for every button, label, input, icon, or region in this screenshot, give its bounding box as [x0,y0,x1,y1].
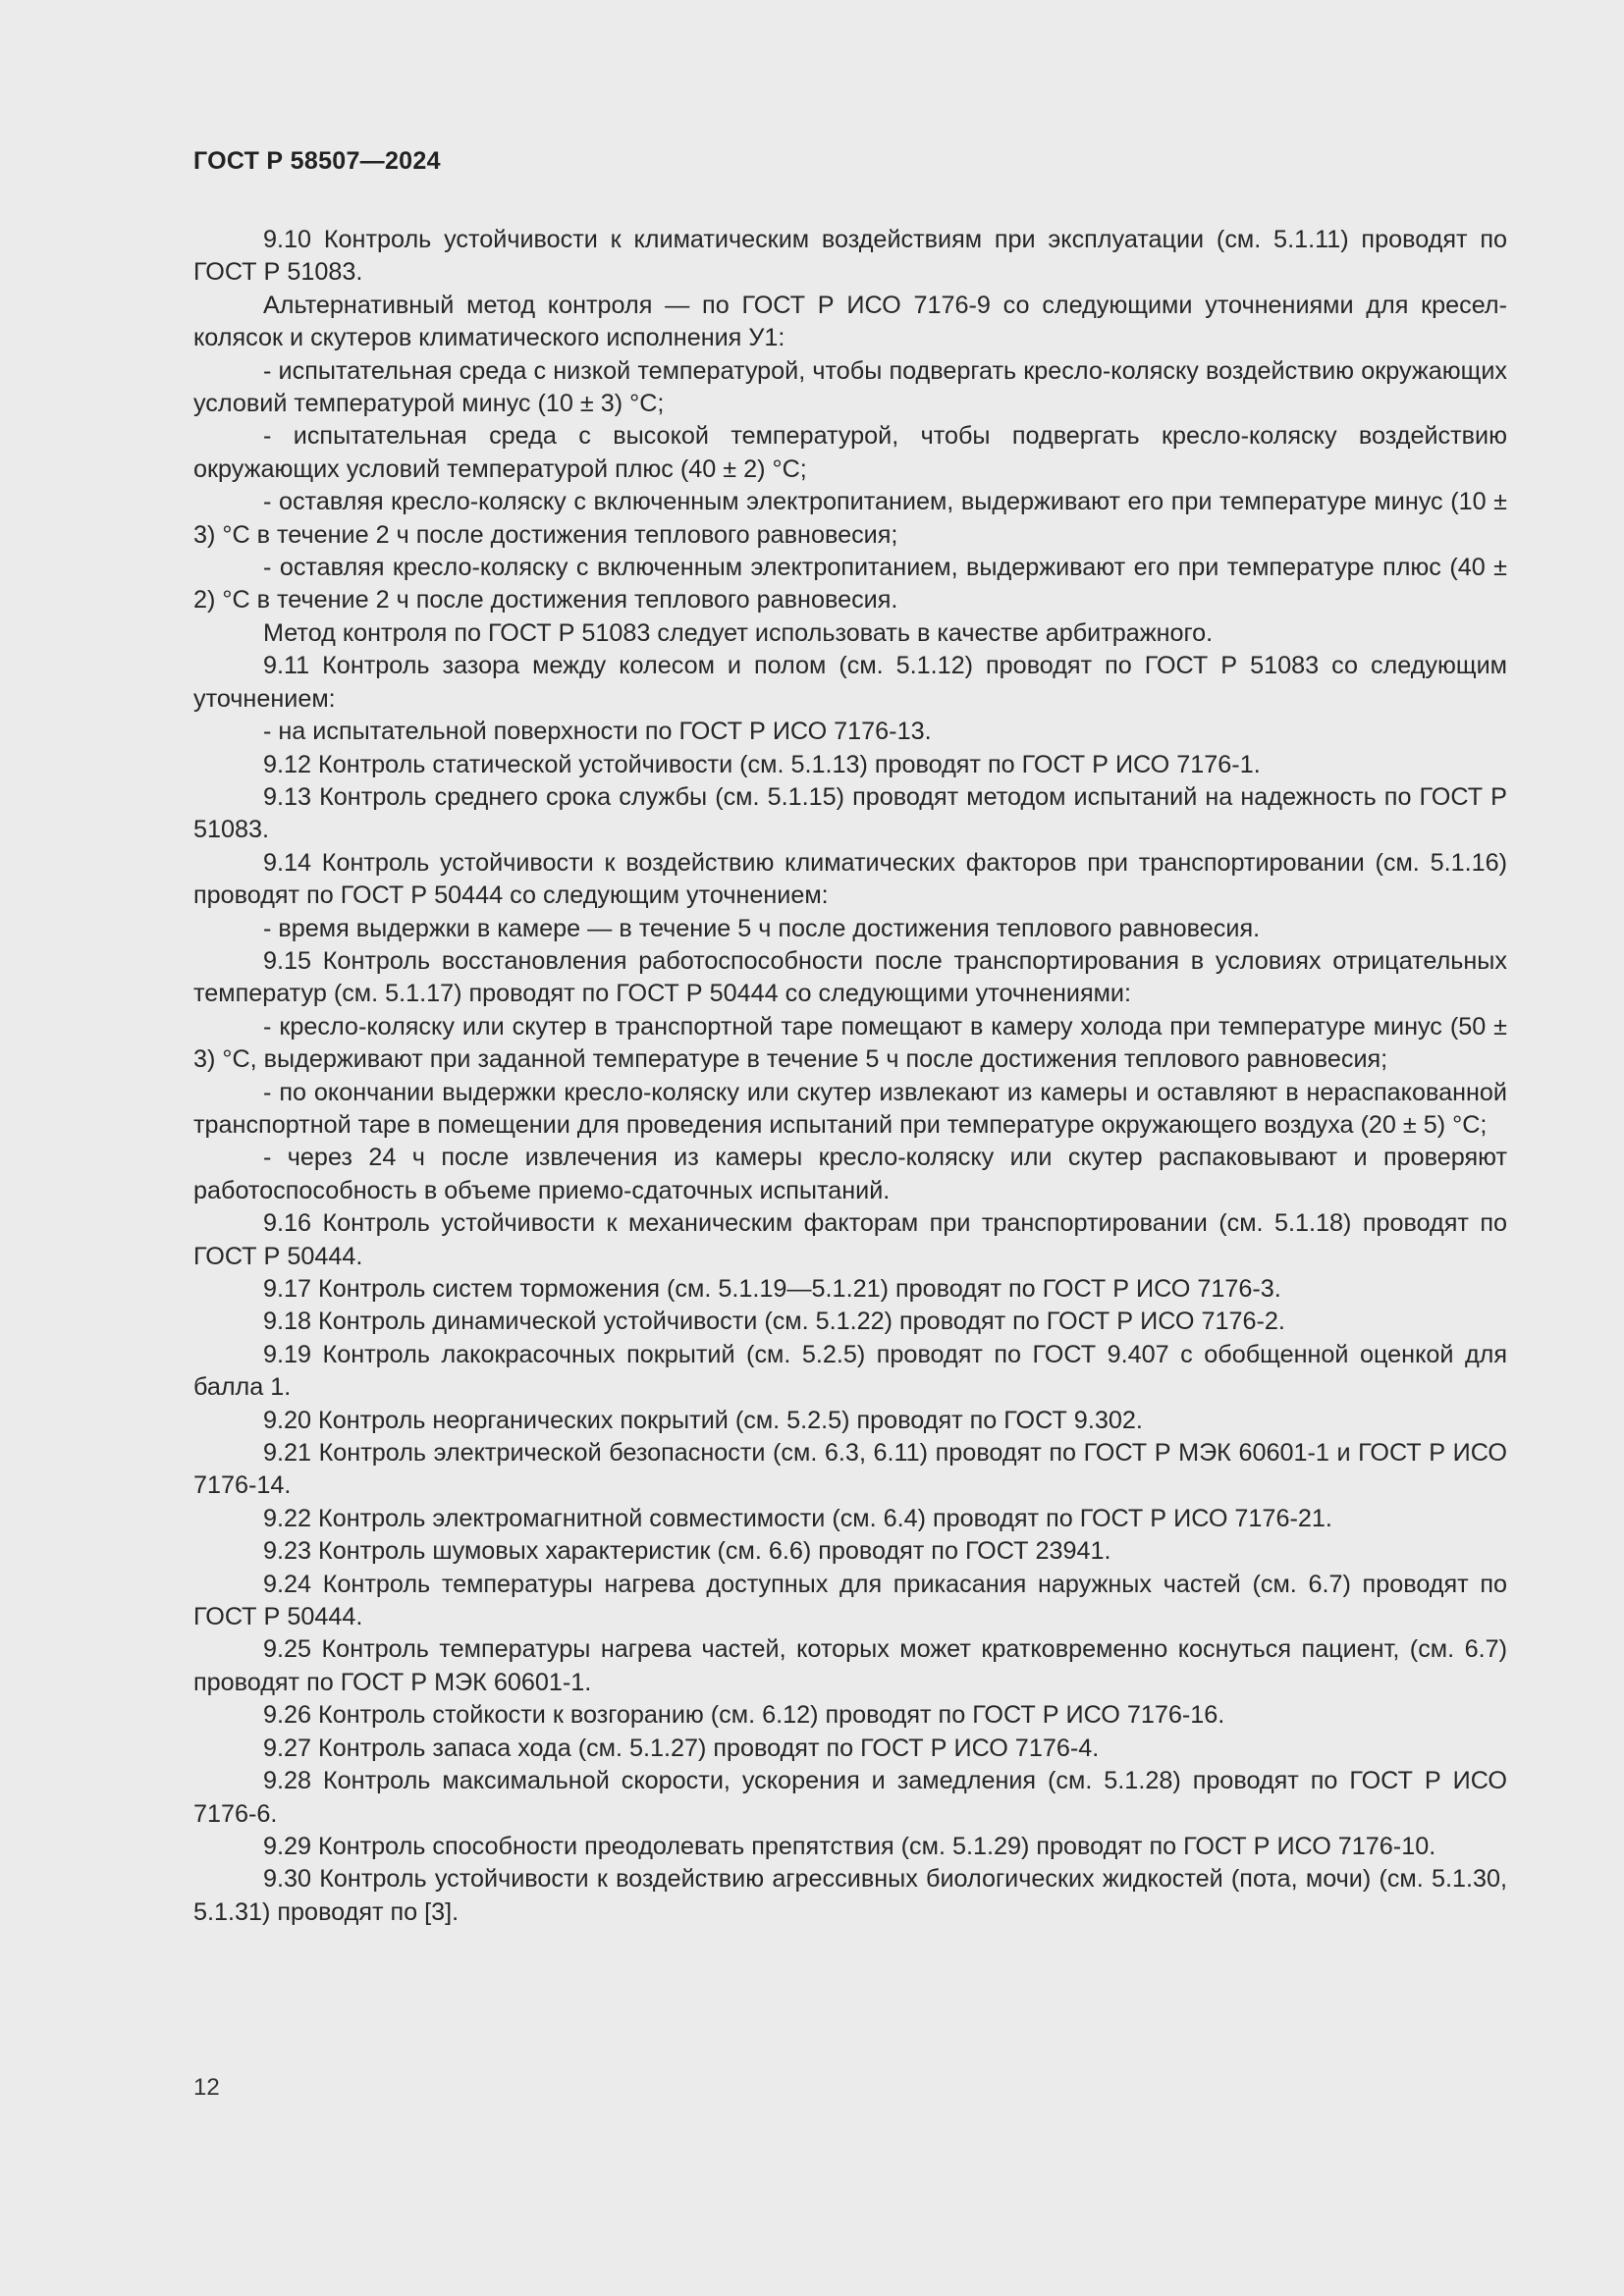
paragraph: 9.23 Контроль шумовых характеристик (см. 6.6) проводят по ГОСТ 23941. [263,1537,1111,1566]
paragraph: 9.19 Контроль лакокрасочных покрытий (см. 5.2.5) проводят по ГОСТ 9.407 с обобщенной оценкой для балла 1. [193,1340,1507,1402]
paragraph: 9.27 Контроль запаса хода (см. 5.1.27) проводят по ГОСТ Р ИСО 7176-4. [263,1734,1100,1762]
paragraph: 9.16 Контроль устойчивости к механическим факторам при транспортировании (см. 5.1.18) проводят по ГОСТ Р 50444. [193,1209,1507,1270]
paragraph: 9.12 Контроль статической устойчивости (см. 5.1.13) проводят по ГОСТ Р ИСО 7176-1. [263,750,1261,778]
paragraph: 9.18 Контроль динамической устойчивости (см. 5.1.22) проводят по ГОСТ Р ИСО 7176-2. [263,1308,1285,1336]
paragraph: 9.14 Контроль устойчивости к воздействию климатических факторов при транспортировании (см. 5.1.16) проводят по ГОСТ Р 50444 со следующим уточнением: [193,848,1507,910]
document-body [193,224,1507,1929]
list-item: - оставляя кресло-коляску с включенным электропитанием, выдерживают его при температуре минус (10 ± 3) °C в течение 2 ч после достижения теплового равновесия; [193,488,1507,549]
page-number: 12 [193,2074,220,2101]
paragraph: 9.28 Контроль максимальной скорости, ускорения и замедления (см. 5.1.28) проводят по ГОСТ Р ИСО 7176-6. [193,1767,1507,1828]
paragraph: 9.10 Контроль устойчивости к климатическим воздействиям при эксплуатации (см. 5.1.11) проводят по ГОСТ Р 51083. [193,226,1507,287]
paragraph: 9.30 Контроль устойчивости к воздействию агрессивных биологических жидкостей (пота, мочи) (см. 5.1.30, 5.1.31) проводят по [3]. [193,1865,1507,1926]
paragraph: 9.22 Контроль электромагнитной совместимости (см. 6.4) проводят по ГОСТ Р ИСО 7176-21. [263,1504,1332,1532]
paragraph: 9.29 Контроль способности преодолевать препятствия (см. 5.1.29) проводят по ГОСТ Р ИСО 7176-10. [263,1832,1436,1860]
list-item: - оставляя кресло-коляску с включенным электропитанием, выдерживают его при температуре плюс (40 ± 2) °C в течение 2 ч после достижения теплового равновесия. [193,554,1507,614]
paragraph: 9.26 Контроль стойкости к возгоранию (см. 6.12) проводят по ГОСТ Р ИСО 7176-16. [263,1701,1225,1730]
list-item: - испытательная среда с низкой температурой, чтобы подвергать кресло-коляску воздействию окружающих условий температурой минус (10 ± 3) °C; [193,356,1507,418]
paragraph: Метод контроля по ГОСТ Р 51083 следует использовать в качестве арбитражного. [263,618,1214,647]
document-header: ГОСТ Р 58507—2024 [193,147,441,175]
list-item: - через 24 ч после извлечения из камеры кресло-коляску или скутер распаковывают и проверяют работоспособность в объеме приемо-сдаточных испытаний. [193,1144,1507,1204]
list-item: - кресло-коляску или скутер в транспортной таре помещают в камеру холода при температуре минус (50 ± 3) °C, выдерживают при заданной температуре в течение 5 ч после достижения теплового равновесия; [193,1012,1507,1074]
list-item: - испытательная среда с высокой температурой, чтобы подвергать кресло-коляску воздействию окружающих условий температурой плюс (40 ± 2) °C; [193,422,1507,483]
paragraph: 9.21 Контроль электрической безопасности (см. 6.3, 6.11) проводят по ГОСТ Р МЭК 60601-1 и ГОСТ Р ИСО 7176-14. [193,1439,1507,1500]
list-item: - на испытательной поверхности по ГОСТ Р ИСО 7176-13. [263,718,932,746]
paragraph: Альтернативный метод контроля — по ГОСТ Р ИСО 7176-9 со следующими уточнениями для кресел-колясок и скутеров климатического исполнения У1: [193,291,1507,352]
paragraph: 9.24 Контроль температуры нагрева доступных для прикасания наружных частей (см. 6.7) проводят по ГОСТ Р 50444. [193,1570,1507,1631]
list-item: - время выдержки в камере — в течение 5 ч после достижения теплового равновесия. [263,914,1261,942]
paragraph: 9.13 Контроль среднего срока службы (см. 5.1.15) проводят методом испытаний на надежность по ГОСТ Р 51083. [193,782,1507,844]
paragraph: 9.20 Контроль неорганических покрытий (см. 5.2.5) проводят по ГОСТ 9.302. [263,1406,1143,1434]
paragraph: 9.15 Контроль восстановления работоспособности после транспортирования в условиях отрицательных температур (см. 5.1.17) проводят по ГОСТ Р 50444 со следующими уточнениями: [193,946,1507,1008]
paragraph: 9.25 Контроль температуры нагрева частей, которых может кратковременно коснуться пациент, (см. 6.7) проводят по ГОСТ Р МЭК 60601-1. [193,1635,1507,1696]
list-item: - по окончании выдержки кресло-коляску или скутер извлекают из камеры и оставляют в нераспакованной транспортной таре в помещении для проведения испытаний при температуре окружающего воздуха (20 ± 5) °C; [193,1078,1507,1139]
paragraph: 9.11 Контроль зазора между колесом и полом (см. 5.1.12) проводят по ГОСТ Р 51083 со следующим уточнением: [193,652,1507,713]
paragraph: 9.17 Контроль систем торможения (см. 5.1.19—5.1.21) проводят по ГОСТ Р ИСО 7176-3. [263,1275,1281,1303]
